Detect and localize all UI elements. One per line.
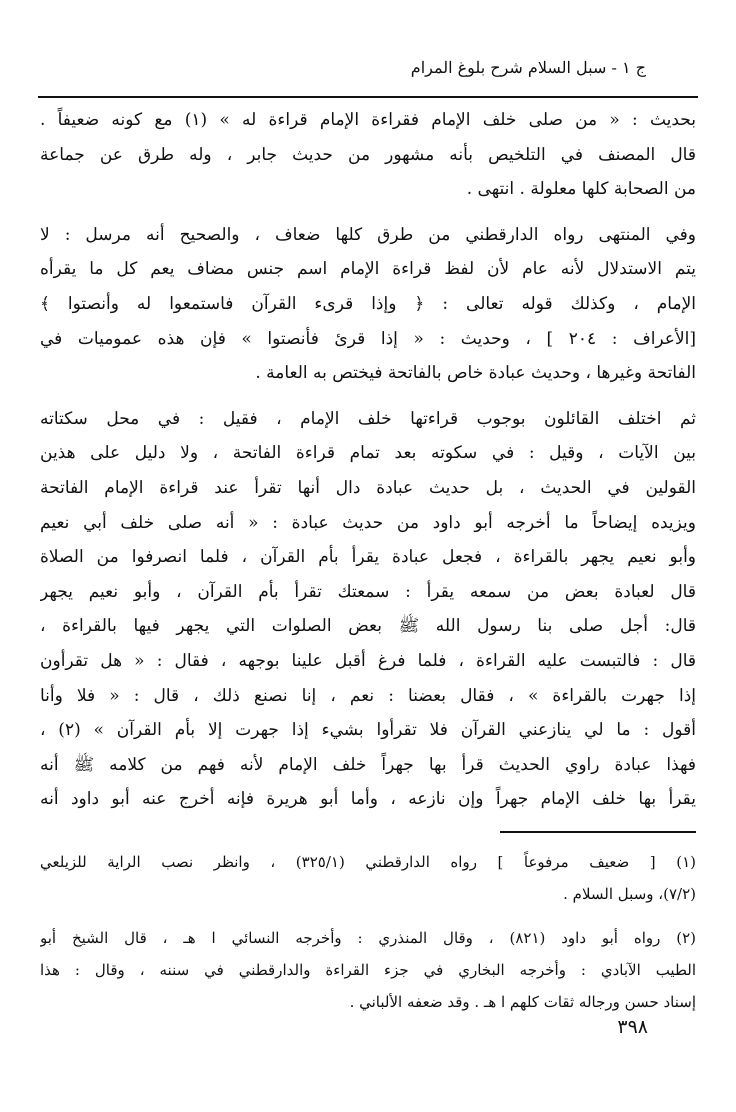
text-line: فهذا عبادة راوي الحديث قرأ بها جهراً خلف الإمام لأنه فهم من كلامه ﷺ أنه bbox=[40, 754, 696, 775]
text-line: القولين في الحديث ، بل حديث عبادة دال أنها تقرأ عند قراءة الإمام الفاتحة bbox=[40, 477, 696, 498]
paragraph-gap bbox=[40, 391, 696, 402]
running-header: ج ١ - سبل السلام شرح بلوغ المرام bbox=[410, 58, 646, 77]
main-text bbox=[40, 103, 696, 817]
text-line: ثم اختلف القائلون بوجوب قراءتها خلف الإمام ، فقيل : في محل سكتاته bbox=[40, 408, 696, 429]
text-line: وأبو نعيم يجهر بالقراءة ، فجعل عبادة يقرأ بأم القرآن ، فلما انصرفوا من الصلاة bbox=[40, 547, 696, 568]
text-line: يتم الاستدلال لأنه عام لأن لفظ قراءة الإمام اسم جنس مضاف يعم كل ما يقرأه bbox=[40, 259, 696, 280]
paragraph-gap bbox=[40, 207, 696, 218]
text-line: ويزيده إيضاحاً ما أخرجه أبو داود من حديث عبادة : « أنه صلى خلف أبي نعيم bbox=[40, 512, 696, 533]
header-rule bbox=[38, 96, 698, 98]
text-line: وفي المنتهى رواه الدارقطني من طرق كلها ضعاف ، والصحيح أنه مرسل : لا bbox=[40, 224, 696, 245]
footnote-line: (٧/٢)، وسبل السلام . bbox=[563, 885, 696, 903]
text-line: بين الآيات ، وقيل : في سكوته بعد تمام قراءة الفاتحة ، ولا دليل على هذين bbox=[40, 443, 696, 464]
footnote-line: إسناد حسن ورجاله ثقات كلهم ا هـ . وقد ضعفه الألباني . bbox=[349, 993, 696, 1011]
text-line: إذا جهرت بالقراءة » ، فقال بعضنا : نعم ، إنا نصنع ذلك ، قال : « فلا وأنا bbox=[40, 685, 696, 706]
text-line: يقرأ بها خلف الإمام جهراً وإن نازعه ، وأما أبو هريرة فإنه أخرج عنه أبو داود أنه bbox=[40, 789, 696, 810]
text-line: بحديث : « من صلى خلف الإمام فقراءة الإمام قراءة له » (١) مع كونه ضعيفاً . bbox=[40, 110, 696, 130]
text-line: قال لعبادة بعض من سمعه يقرأ : سمعتك تقرأ بأم القرآن ، وأبو نعيم يجهر bbox=[40, 581, 696, 602]
footnote-line: الطيب الآبادي : وأخرجه البخاري في جزء القراءة والدارقطني في سننه ، وقال : هذا bbox=[40, 961, 696, 979]
footnote-line: (١) [ ضعيف مرفوعاً ] رواه الدارقطني (٣٢٥/١) ، وانظر نصب الراية للزيلعي bbox=[40, 853, 696, 871]
text-line: أقول : ما لي ينازعني القرآن فلا تقرأوا بشيء إذا جهرت إلا بأم القرآن » (٢) ، bbox=[40, 720, 696, 741]
paragraph bbox=[40, 218, 696, 391]
footnote-line: (٢) رواه أبو داود (٨٢١) ، وقال المنذري : وأخرجه النسائي ا هـ ، قال الشيخ أبو bbox=[40, 929, 696, 947]
footnote-rule bbox=[500, 831, 696, 833]
paragraph bbox=[40, 402, 696, 817]
text-line: الفاتحة وغيرها ، وحديث عبادة خاص بالفاتحة فيختص به العامة . bbox=[255, 363, 696, 384]
text-line: من الصحابة كلها معلولة . انتهى . bbox=[466, 179, 696, 200]
page-number: ٣٩٨ bbox=[617, 1016, 648, 1038]
text-line: [الأعراف : ٢٠٤ ] ، وحديث : « إذا قرئ فأنصتوا » فإن هذه عموميات في bbox=[40, 328, 696, 349]
text-line: قال المصنف في التلخيص بأنه مشهور من حديث جابر ، وله طرق عن جماعة bbox=[40, 144, 696, 165]
text-line: الإمام ، وكذلك قوله تعالى : ﴿ وإذا قرىء القرآن فاستمعوا له وأنصتوا ﴾ bbox=[40, 293, 696, 314]
footnote-2 bbox=[40, 922, 696, 1018]
footnotes bbox=[40, 846, 696, 1018]
text-line: قال : فالتبست عليه القراءة ، فلما فرغ أقبل علينا بوجهه ، فقال : « هل تقرأون bbox=[40, 650, 696, 671]
footnote-1 bbox=[40, 846, 696, 910]
footnote-gap bbox=[40, 910, 696, 922]
paragraph bbox=[40, 103, 696, 207]
text-line: قال: أجل صلى بنا رسول الله ﷺ بعض الصلوات التي يجهر فيها بالقراءة ، bbox=[40, 616, 696, 637]
